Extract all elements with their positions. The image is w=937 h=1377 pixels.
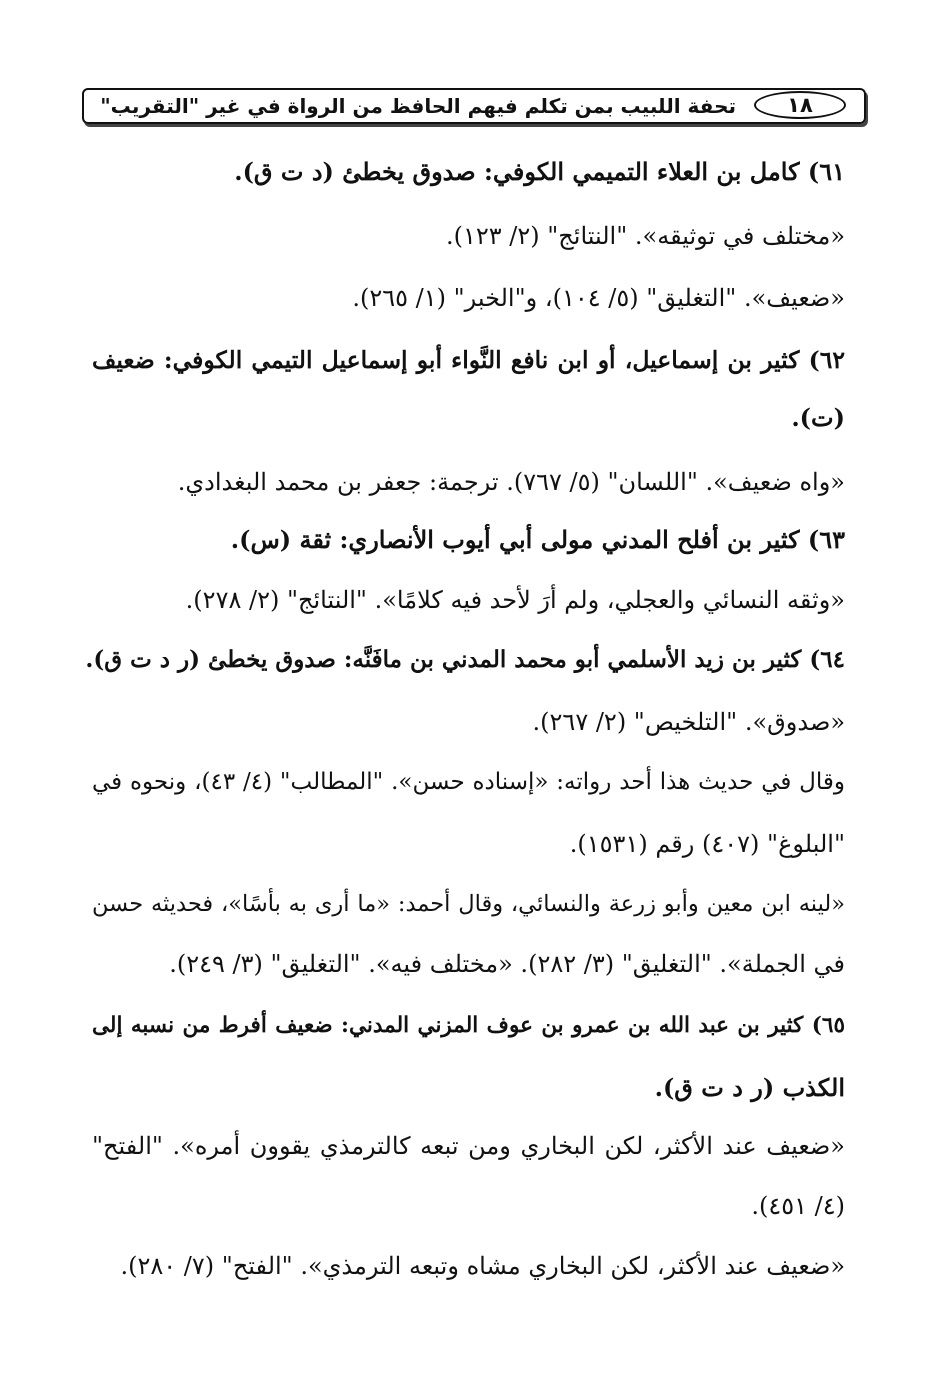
page-number-badge: ١٨ [754, 91, 846, 119]
entry-65-heading: ٦٥) كثير بن عبد الله بن عمرو بن عوف المزني المدني: ضعيف أفرط من نسبه إلى [92, 1013, 845, 1038]
entry-62-note-1: «واه ضعيف». "اللسان" (٥/ ٧٦٧). ترجمة: جعفر بن محمد البغدادي. [177, 468, 845, 496]
entry-63-note-1: «وثقه النسائي والعجلي، ولم أرَ لأحد فيه كلامًا». "النتائج" (٢/ ٢٧٨). [185, 586, 845, 614]
entry-61-heading: ٦١) كامل بن العلاء التميمي الكوفي: صدوق يخطئ (د ت ق). [234, 157, 845, 186]
entry-65-note-2: «ضعيف عند الأكثر، لكن البخاري مشاه وتبعه الترمذي». "الفتح" (٧/ ٢٨٠). [120, 1252, 845, 1280]
entry-64-note-2: وقال في حديث هذا أحد رواته: «إسناده حسن». "المطالب" (٤/ ٤٣)، ونحوه في [92, 769, 845, 795]
entry-65-note-1-cont: (٤/ ٤٥١). [751, 1192, 845, 1220]
entry-61-note-1: «مختلف في توثيقه». "النتائج" (٢/ ١٢٣). [445, 222, 845, 250]
entry-62-heading: ٦٢) كثير بن إسماعيل، أو ابن نافع النَّواء أبو إسماعيل التيمي الكوفي: ضعيف [92, 346, 845, 374]
entry-65-heading-cont: الكذب (ر د ت ق). [654, 1073, 845, 1102]
entry-62-heading-cont: (ت). [791, 403, 845, 432]
entry-64-note-3: «لينه ابن معين وأبو زرعة والنسائي، وقال أحمد: «ما أرى به بأسًا»، فحديثه حسن [92, 891, 845, 917]
entry-64-note-2-cont: "البلوغ" (٤٠٧) رقم (١٥٣١). [569, 830, 845, 858]
entry-63-heading: ٦٣) كثير بن أفلح المدني مولى أبي أيوب الأنصاري: ثقة (س). [230, 525, 845, 554]
entry-65-note-1: «ضعيف عند الأكثر، لكن البخاري ومن تبعه كالترمذي يقوون أمره». "الفتح" [92, 1132, 845, 1160]
book-title: تحفة اللبيب بمن تكلم فيهم الحافظ من الرواة في غير "التقريب" [100, 94, 736, 118]
running-header [82, 88, 866, 124]
entry-64-heading: ٦٤) كثير بن زيد الأسلمي أبو محمد المدني بن مافَنَّه: صدوق يخطئ (ر د ت ق). [85, 646, 845, 673]
entry-61-note-2: «ضعيف». "التغليق" (٥/ ١٠٤)، و"الخبر" (١/ ٢٦٥). [352, 284, 845, 312]
entry-64-note-1: «صدوق». "التلخيص" (٢/ ٢٦٧). [532, 708, 845, 736]
entry-64-note-3-cont: في الجملة». "التغليق" (٣/ ٢٨٢). «مختلف فيه». "التغليق" (٣/ ٢٤٩). [169, 950, 845, 978]
